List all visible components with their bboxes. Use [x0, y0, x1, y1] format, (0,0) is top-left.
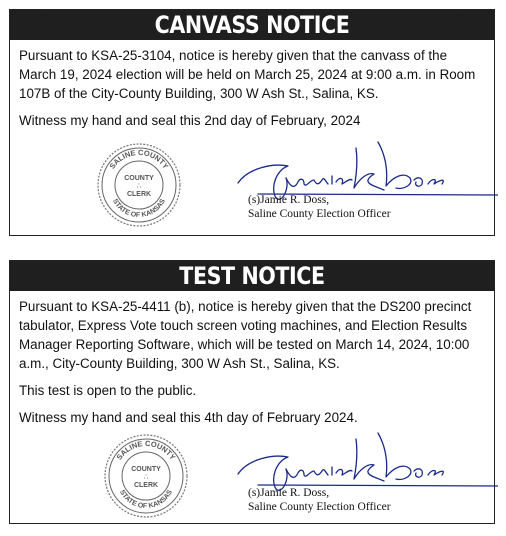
signer-title: Saline County Election Officer [248, 501, 391, 513]
canvass-notice-title: CANVASS NOTICE [44, 10, 460, 40]
test-notice-body [10, 291, 494, 427]
svg-text:COUNTY: COUNTY [124, 175, 154, 182]
county-clerk-seal-icon [96, 142, 182, 228]
canvass-notice-paragraph: Pursuant to KSA-25-3104, notice is hereby given that the canvass of the March 19, 2024 election will be held on March 25, 2024 at 9:00 a.m. in Room 107B of the City-County Building, 300 W Ash St., Salina, KS. [19, 48, 476, 101]
svg-text:∴: ∴ [136, 182, 142, 190]
test-public-line: This test is open to the public. [19, 383, 197, 398]
canvass-notice-header [10, 10, 494, 40]
signature-block [248, 486, 391, 514]
svg-text:CLERK: CLERK [133, 482, 159, 489]
svg-text:∴: ∴ [143, 473, 149, 481]
svg-text:SALINE COUNTY: SALINE COUNTY [114, 438, 178, 462]
test-witness-line: Witness my hand and seal this 4th day of February 2024. [19, 410, 358, 425]
svg-text:SALINE COUNTY: SALINE COUNTY [107, 147, 171, 171]
svg-text:STATE OF KANSAS: STATE OF KANSAS [118, 489, 174, 511]
signer-title: Saline County Election Officer [248, 208, 391, 220]
test-notice-paragraph: Pursuant to KSA-25-4411 (b), notice is hereby given that the DS200 precinct tabulator, Express Vote touch screen voting machines, and Election Results Manager Reporting Software, which will be tested on March 14, 2024, 10:00 a.m., City-County Building, 300 W Ash St., Salina, KS. [19, 299, 472, 371]
canvass-witness-line: Witness my hand and seal this 2nd day of February, 2024 [19, 113, 361, 128]
test-notice-header [10, 261, 494, 291]
county-clerk-seal-icon [103, 433, 189, 519]
svg-text:CLERK: CLERK [126, 191, 152, 198]
test-notice [9, 260, 495, 524]
canvass-notice [9, 9, 495, 236]
svg-text:COUNTY: COUNTY [131, 466, 161, 473]
signer-name: (s)Jamie R. Doss, [248, 194, 330, 206]
canvass-notice-body [10, 40, 494, 130]
signer-name: (s)Jamie R. Doss, [248, 487, 330, 499]
test-notice-title: TEST NOTICE [44, 261, 460, 291]
signature-block [248, 193, 391, 221]
svg-text:STATE OF KANSAS: STATE OF KANSAS [111, 198, 167, 220]
